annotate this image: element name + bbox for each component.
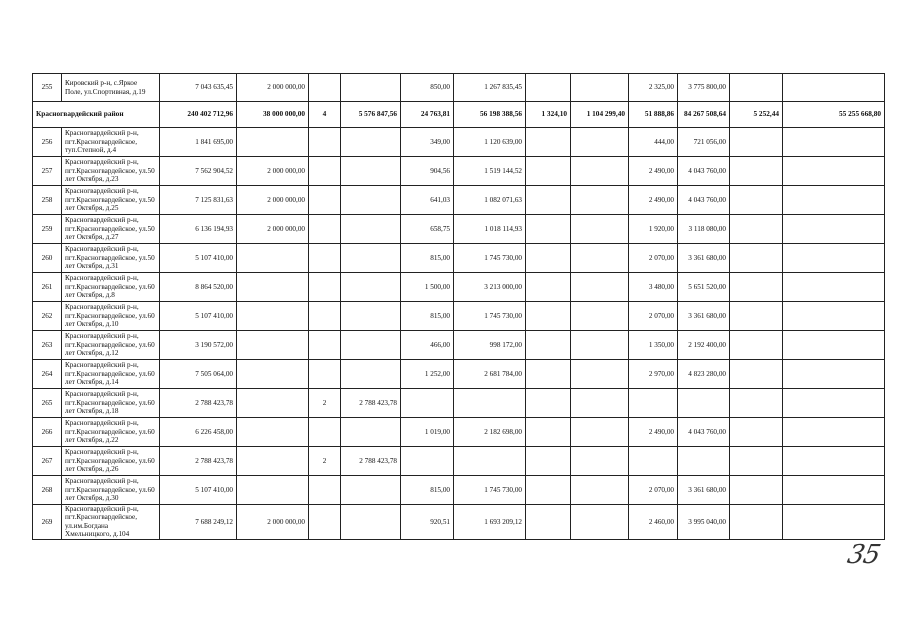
foundation-cost-cell: 4 043 760,00 <box>678 185 730 214</box>
table-row <box>33 74 885 102</box>
facade-cost-cell: 2 182 698,00 <box>454 417 526 446</box>
table-row <box>33 127 885 156</box>
total-cost-cell: 7 043 635,45 <box>160 74 237 102</box>
roof-cost-cell: 2 000 000,00 <box>237 504 309 539</box>
roof-cost-cell: 2 000 000,00 <box>237 214 309 243</box>
heating-area-cell <box>730 446 783 475</box>
table-row <box>33 475 885 504</box>
facade-cost-cell: 1 745 730,00 <box>454 243 526 272</box>
facade-cost-cell: 1 745 730,00 <box>454 301 526 330</box>
basement-cost-cell <box>571 272 629 301</box>
foundation-area-cell: 1 350,00 <box>629 330 678 359</box>
district-lift-cost: 5 576 847,56 <box>341 102 401 128</box>
facade-cost-cell: 1 120 639,00 <box>454 127 526 156</box>
foundation-area-cell <box>629 446 678 475</box>
table-row <box>33 272 885 301</box>
heating-area-cell <box>730 214 783 243</box>
row-number: 261 <box>33 272 62 301</box>
basement-cost-cell <box>571 156 629 185</box>
roof-cost-cell <box>237 272 309 301</box>
foundation-area-cell <box>629 388 678 417</box>
basement-area-cell <box>526 243 571 272</box>
heating-area-cell <box>730 359 783 388</box>
foundation-cost-cell: 3 775 800,00 <box>678 74 730 102</box>
row-number: 267 <box>33 446 62 475</box>
total-cost-cell: 5 107 410,00 <box>160 475 237 504</box>
facade-cost-cell: 1 693 209,12 <box>454 504 526 539</box>
basement-area-cell <box>526 214 571 243</box>
foundation-cost-cell: 3 995 040,00 <box>678 504 730 539</box>
table-row <box>33 359 885 388</box>
lift-count-cell <box>309 214 341 243</box>
facade-area-cell: 815,00 <box>401 475 454 504</box>
lift-count-cell: 2 <box>309 388 341 417</box>
heating-cost-cell <box>783 272 885 301</box>
foundation-cost-cell: 3 118 080,00 <box>678 214 730 243</box>
lift-cost-cell <box>341 243 401 272</box>
facade-cost-cell: 1 267 835,45 <box>454 74 526 102</box>
address-cell: Красногвардейский р-н, пгт.Красногвардейское, ул.60 лет Октября, д.14 <box>62 359 160 388</box>
address-cell: Красногвардейский р-н, пгт.Красногвардейское, ул.50 лет Октября, д.23 <box>62 156 160 185</box>
facade-area-cell: 1 019,00 <box>401 417 454 446</box>
lift-count-cell <box>309 417 341 446</box>
row-number: 269 <box>33 504 62 539</box>
basement-cost-cell <box>571 74 629 102</box>
facade-cost-cell: 2 681 784,00 <box>454 359 526 388</box>
roof-cost-cell <box>237 446 309 475</box>
heating-area-cell <box>730 475 783 504</box>
row-number: 262 <box>33 301 62 330</box>
basement-cost-cell <box>571 417 629 446</box>
lift-count-cell <box>309 475 341 504</box>
facade-area-cell: 349,00 <box>401 127 454 156</box>
facade-area-cell: 815,00 <box>401 301 454 330</box>
basement-area-cell <box>526 446 571 475</box>
total-cost-cell: 5 107 410,00 <box>160 301 237 330</box>
table-row <box>33 156 885 185</box>
heating-cost-cell <box>783 359 885 388</box>
foundation-area-cell: 2 070,00 <box>629 243 678 272</box>
district-heating-area: 5 252,44 <box>730 102 783 128</box>
facade-cost-cell: 1 082 071,63 <box>454 185 526 214</box>
total-cost-cell: 6 226 458,00 <box>160 417 237 446</box>
lift-cost-cell <box>341 417 401 446</box>
foundation-area-cell: 2 325,00 <box>629 74 678 102</box>
basement-area-cell <box>526 388 571 417</box>
district-facade-area: 24 763,81 <box>401 102 454 128</box>
lift-cost-cell <box>341 475 401 504</box>
address-cell: Красногвардейский р-н, пгт.Красногвардейское, ул.50 лет Октября, д.31 <box>62 243 160 272</box>
row-number: 258 <box>33 185 62 214</box>
basement-area-cell <box>526 475 571 504</box>
heating-cost-cell <box>783 330 885 359</box>
facade-area-cell <box>401 388 454 417</box>
roof-cost-cell: 2 000 000,00 <box>237 185 309 214</box>
table-body <box>33 74 885 540</box>
roof-cost-cell <box>237 127 309 156</box>
district-facade-cost: 56 198 388,56 <box>454 102 526 128</box>
lift-count-cell <box>309 330 341 359</box>
foundation-area-cell: 2 490,00 <box>629 185 678 214</box>
heating-area-cell <box>730 330 783 359</box>
foundation-cost-cell: 4 043 760,00 <box>678 156 730 185</box>
total-cost-cell: 7 125 831,63 <box>160 185 237 214</box>
budget-table <box>32 73 885 540</box>
row-number: 257 <box>33 156 62 185</box>
lift-cost-cell: 2 788 423,78 <box>341 388 401 417</box>
roof-cost-cell: 2 000 000,00 <box>237 74 309 102</box>
page-number: 35 <box>844 540 883 570</box>
table-row <box>33 214 885 243</box>
lift-count-cell <box>309 272 341 301</box>
heating-cost-cell <box>783 417 885 446</box>
facade-area-cell: 904,56 <box>401 156 454 185</box>
basement-area-cell <box>526 127 571 156</box>
heating-cost-cell <box>783 475 885 504</box>
heating-cost-cell <box>783 156 885 185</box>
heating-cost-cell <box>783 504 885 539</box>
address-cell: Красногвардейский р-н, пгт.Красногвардейское, ул.им.Богдана Хмельницкого, д.104 <box>62 504 160 539</box>
lift-cost-cell <box>341 156 401 185</box>
row-number: 255 <box>33 74 62 102</box>
facade-cost-cell: 3 213 000,00 <box>454 272 526 301</box>
foundation-cost-cell: 721 056,00 <box>678 127 730 156</box>
lift-cost-cell <box>341 74 401 102</box>
facade-area-cell: 850,00 <box>401 74 454 102</box>
row-number: 256 <box>33 127 62 156</box>
basement-area-cell <box>526 504 571 539</box>
address-cell: Красногвардейский р-н, пгт.Красногвардейское, ул.60 лет Октября, д.12 <box>62 330 160 359</box>
address-cell: Красногвардейский р-н, пгт.Красногвардейское, ул.60 лет Октября, д.8 <box>62 272 160 301</box>
total-cost-cell: 2 788 423,78 <box>160 446 237 475</box>
table-row <box>33 417 885 446</box>
table-row <box>33 504 885 539</box>
table-row <box>33 330 885 359</box>
basement-cost-cell <box>571 127 629 156</box>
basement-area-cell <box>526 185 571 214</box>
lift-count-cell <box>309 185 341 214</box>
facade-cost-cell: 1 745 730,00 <box>454 475 526 504</box>
foundation-area-cell: 2 490,00 <box>629 156 678 185</box>
heating-area-cell <box>730 243 783 272</box>
basement-area-cell <box>526 359 571 388</box>
lift-count-cell <box>309 156 341 185</box>
address-cell: Красногвардейский р-н, пгт.Красногвардейское, туп.Степной, д.4 <box>62 127 160 156</box>
total-cost-cell: 6 136 194,93 <box>160 214 237 243</box>
lift-cost-cell <box>341 504 401 539</box>
district-name: Красногвардейский район <box>33 102 160 128</box>
total-cost-cell: 1 841 695,00 <box>160 127 237 156</box>
heating-area-cell <box>730 301 783 330</box>
facade-area-cell: 641,03 <box>401 185 454 214</box>
foundation-area-cell: 1 920,00 <box>629 214 678 243</box>
foundation-area-cell: 2 490,00 <box>629 417 678 446</box>
foundation-cost-cell: 4 043 760,00 <box>678 417 730 446</box>
foundation-area-cell: 3 480,00 <box>629 272 678 301</box>
district-foundation-cost: 84 267 508,64 <box>678 102 730 128</box>
basement-area-cell <box>526 272 571 301</box>
foundation-cost-cell: 3 361 680,00 <box>678 243 730 272</box>
facade-area-cell: 920,51 <box>401 504 454 539</box>
lift-count-cell <box>309 243 341 272</box>
total-cost-cell: 3 190 572,00 <box>160 330 237 359</box>
basement-cost-cell <box>571 388 629 417</box>
row-number: 259 <box>33 214 62 243</box>
facade-area-cell: 1 252,00 <box>401 359 454 388</box>
basement-area-cell <box>526 156 571 185</box>
total-cost-cell: 7 505 064,00 <box>160 359 237 388</box>
heating-area-cell <box>730 504 783 539</box>
district-lift-count: 4 <box>309 102 341 128</box>
heating-cost-cell <box>783 74 885 102</box>
heating-area-cell <box>730 74 783 102</box>
lift-cost-cell <box>341 272 401 301</box>
district-basement-area: 1 324,10 <box>526 102 571 128</box>
address-cell: Красногвардейский р-н, пгт.Красногвардейское, ул.60 лет Октября, д.26 <box>62 446 160 475</box>
district-basement-cost: 1 104 299,40 <box>571 102 629 128</box>
lift-count-cell <box>309 359 341 388</box>
lift-cost-cell <box>341 214 401 243</box>
facade-cost-cell <box>454 388 526 417</box>
row-number: 264 <box>33 359 62 388</box>
row-number: 265 <box>33 388 62 417</box>
foundation-area-cell: 2 460,00 <box>629 504 678 539</box>
basement-area-cell <box>526 301 571 330</box>
foundation-area-cell: 2 070,00 <box>629 475 678 504</box>
basement-cost-cell <box>571 359 629 388</box>
lift-cost-cell <box>341 301 401 330</box>
roof-cost-cell <box>237 359 309 388</box>
total-cost-cell: 8 864 520,00 <box>160 272 237 301</box>
roof-cost-cell <box>237 388 309 417</box>
lift-cost-cell: 2 788 423,78 <box>341 446 401 475</box>
lift-cost-cell <box>341 185 401 214</box>
facade-area-cell: 1 500,00 <box>401 272 454 301</box>
basement-cost-cell <box>571 446 629 475</box>
foundation-cost-cell: 5 651 520,00 <box>678 272 730 301</box>
lift-count-cell <box>309 127 341 156</box>
district-total-cost: 240 402 712,96 <box>160 102 237 128</box>
heating-area-cell <box>730 185 783 214</box>
heating-cost-cell <box>783 214 885 243</box>
facade-cost-cell: 1 519 144,52 <box>454 156 526 185</box>
basement-area-cell <box>526 330 571 359</box>
basement-cost-cell <box>571 185 629 214</box>
basement-cost-cell <box>571 504 629 539</box>
row-number: 268 <box>33 475 62 504</box>
foundation-cost-cell: 3 361 680,00 <box>678 475 730 504</box>
total-cost-cell: 7 688 249,12 <box>160 504 237 539</box>
heating-area-cell <box>730 156 783 185</box>
foundation-cost-cell: 2 192 400,00 <box>678 330 730 359</box>
district-roof-cost: 38 000 000,00 <box>237 102 309 128</box>
foundation-area-cell: 2 970,00 <box>629 359 678 388</box>
total-cost-cell: 5 107 410,00 <box>160 243 237 272</box>
address-cell: Красногвардейский р-н, пгт.Красногвардейское, ул.50 лет Октября, д.27 <box>62 214 160 243</box>
table-row <box>33 301 885 330</box>
address-cell: Красногвардейский р-н, пгт.Красногвардейское, ул.50 лет Октября, д.25 <box>62 185 160 214</box>
basement-cost-cell <box>571 475 629 504</box>
heating-cost-cell <box>783 185 885 214</box>
lift-count-cell <box>309 301 341 330</box>
heating-cost-cell <box>783 301 885 330</box>
facade-cost-cell: 1 018 114,93 <box>454 214 526 243</box>
facade-area-cell <box>401 446 454 475</box>
facade-cost-cell: 998 172,00 <box>454 330 526 359</box>
heating-area-cell <box>730 127 783 156</box>
facade-cost-cell <box>454 446 526 475</box>
roof-cost-cell <box>237 330 309 359</box>
basement-cost-cell <box>571 243 629 272</box>
foundation-area-cell: 2 070,00 <box>629 301 678 330</box>
district-foundation-area: 51 888,86 <box>629 102 678 128</box>
lift-count-cell: 2 <box>309 446 341 475</box>
address-cell: Кировский р-н, с.Яркое Поле, ул.Спортивная, д.19 <box>62 74 160 102</box>
address-cell: Красногвардейский р-н, пгт.Красногвардейское, ул.60 лет Октября, д.18 <box>62 388 160 417</box>
foundation-cost-cell: 4 823 280,00 <box>678 359 730 388</box>
foundation-cost-cell: 3 361 680,00 <box>678 301 730 330</box>
facade-area-cell: 466,00 <box>401 330 454 359</box>
facade-area-cell: 658,75 <box>401 214 454 243</box>
lift-count-cell <box>309 504 341 539</box>
row-number: 266 <box>33 417 62 446</box>
heating-cost-cell <box>783 243 885 272</box>
roof-cost-cell <box>237 243 309 272</box>
table-row <box>33 446 885 475</box>
lift-cost-cell <box>341 330 401 359</box>
total-cost-cell: 2 788 423,78 <box>160 388 237 417</box>
roof-cost-cell <box>237 475 309 504</box>
roof-cost-cell <box>237 417 309 446</box>
row-number: 260 <box>33 243 62 272</box>
heating-cost-cell <box>783 446 885 475</box>
basement-area-cell <box>526 74 571 102</box>
roof-cost-cell <box>237 301 309 330</box>
row-number: 263 <box>33 330 62 359</box>
district-subtotal-row <box>33 102 885 128</box>
address-cell: Красногвардейский р-н, пгт.Красногвардейское, ул.60 лет Октября, д.30 <box>62 475 160 504</box>
basement-cost-cell <box>571 214 629 243</box>
heating-area-cell <box>730 388 783 417</box>
table-row <box>33 243 885 272</box>
heating-cost-cell <box>783 388 885 417</box>
lift-cost-cell <box>341 359 401 388</box>
foundation-area-cell: 444,00 <box>629 127 678 156</box>
address-cell: Красногвардейский р-н, пгт.Красногвардейское, ул.60 лет Октября, д.22 <box>62 417 160 446</box>
district-heating-cost: 55 255 668,80 <box>783 102 885 128</box>
heating-area-cell <box>730 417 783 446</box>
table-row <box>33 185 885 214</box>
total-cost-cell: 7 562 904,52 <box>160 156 237 185</box>
address-cell: Красногвардейский р-н, пгт.Красногвардейское, ул.60 лет Октября, д.10 <box>62 301 160 330</box>
lift-cost-cell <box>341 127 401 156</box>
roof-cost-cell: 2 000 000,00 <box>237 156 309 185</box>
table-row <box>33 388 885 417</box>
basement-cost-cell <box>571 301 629 330</box>
lift-count-cell <box>309 74 341 102</box>
basement-cost-cell <box>571 330 629 359</box>
heating-cost-cell <box>783 127 885 156</box>
basement-area-cell <box>526 417 571 446</box>
facade-area-cell: 815,00 <box>401 243 454 272</box>
foundation-cost-cell <box>678 446 730 475</box>
heating-area-cell <box>730 272 783 301</box>
foundation-cost-cell <box>678 388 730 417</box>
